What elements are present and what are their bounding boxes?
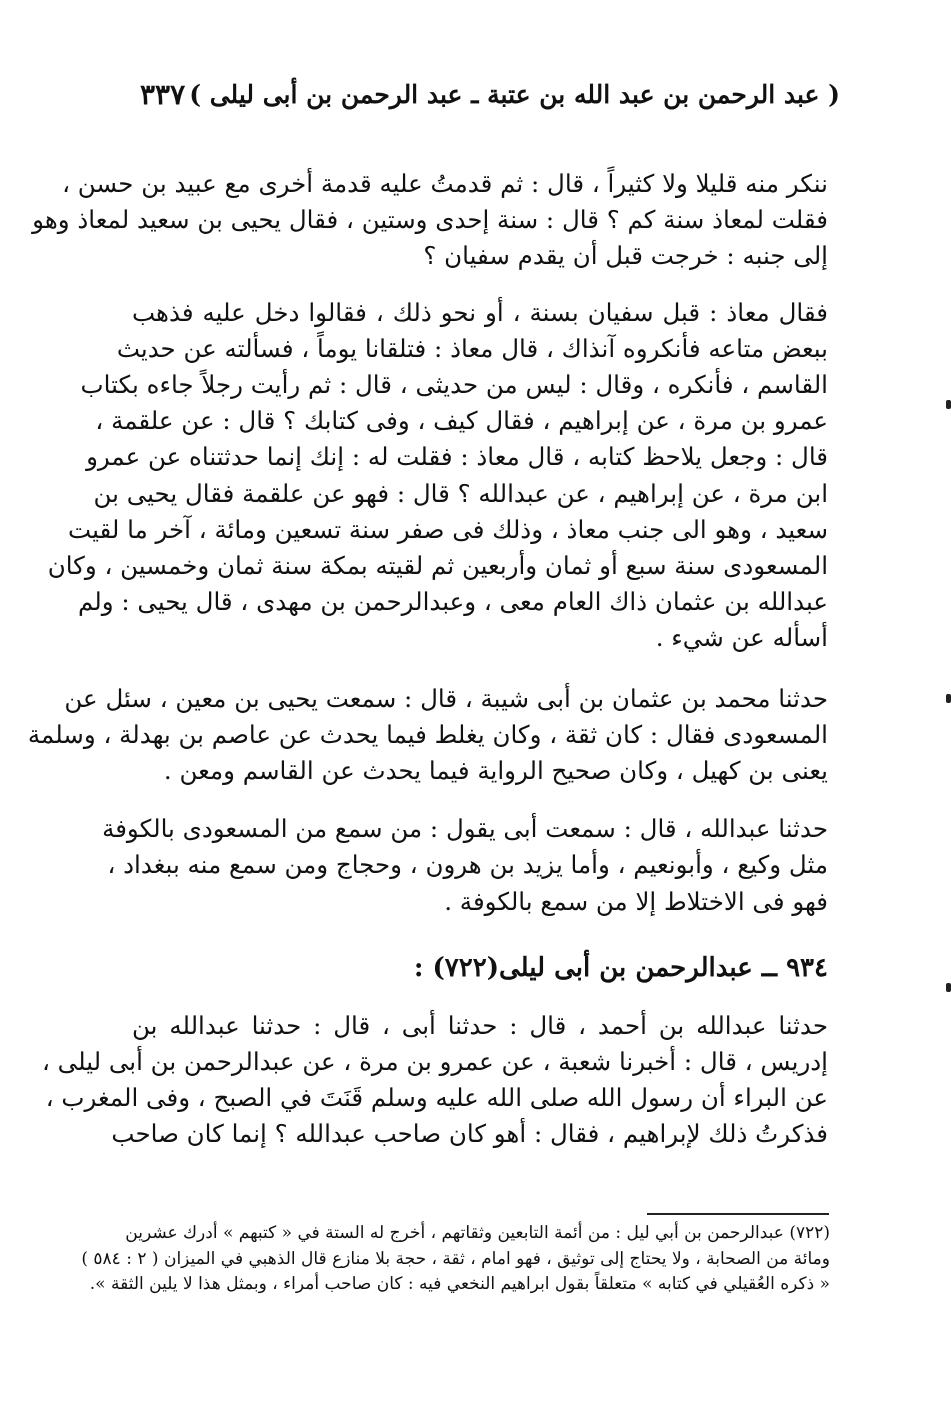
text-line: قال : وجعل يلاحظ كتابه ، قال معاذ : فقلت له : إنك إنما حدثتناه عن عمرو — [86, 442, 828, 472]
paragraph-1 — [32, 166, 828, 275]
page-number: ٣٣٧ — [140, 78, 186, 111]
footnote-line: « ذكره العُقيلي في كتابه » متعلقاً بقول ابراهيم النخعي فيه : كان صاحب أمراء ، وبمثل هذا لا يلين الثقة ». — [89, 1274, 830, 1294]
text-line: فقلت لمعاذ سنة كم ؟ قال : سنة إحدى وستين ، فقال يحيى بن سعيد لمعاذ وهو — [32, 205, 828, 235]
text-line: فقال معاذ : قبل سفيان بسنة ، أو نحو ذلك ، فقالوا دخل عليه فذهب — [132, 297, 828, 327]
main-text — [27, 166, 828, 1171]
text-line: عمرو بن مرة ، عن إبراهيم ، فقال كيف ، وفى كتابك ؟ قال : عن علقمة ، — [95, 406, 828, 436]
section-paragraph — [41, 1008, 828, 1153]
text-line: سعيد ، وهو الى جنب معاذ ، وذلك فى صفر سنة تسعين ومائة ، آخر ما لقيت — [68, 514, 828, 544]
text-line: حدثنا عبدالله بن أحمد ، قال : حدثنا أبى ، قال : حدثنا عبدالله بن — [132, 1010, 828, 1040]
text-line: فهو فى الاختلاط إلا من سمع بالكوفة . — [444, 886, 828, 916]
text-line: ببعض متاعه فأنكروه آنذاك ، قال معاذ : فتلقانا يوماً ، فسألته عن حديث — [116, 333, 828, 363]
paragraph-3 — [27, 681, 828, 790]
text-line: ابن مرة ، عن إبراهيم ، عن عبدالله ؟ قال : فهو عن علقمة فقال يحيى بن — [93, 478, 828, 508]
text-line: حدثنا عبدالله ، قال : سمعت أبى يقول : من سمع من المسعودى بالكوفة — [102, 814, 828, 844]
footnote-line: (٧٢٢) عبدالرحمن بن أبي ليل : من أئمة التابعين وثقاتهم ، أخرج له الستة في « كتبهم » أدرك عشرين — [125, 1223, 830, 1243]
text-line: فذكرتُ ذلك لإبراهيم ، فقال : أهو كان صاحب عبدالله ؟ إنما كان صاحب — [111, 1119, 828, 1149]
text-line: مثل وكيع ، وأبونعيم ، وأما يزيد بن هرون ، وحجاج ومن سمع منه ببغداد ، — [107, 850, 828, 880]
margin-mark — [946, 400, 951, 409]
paragraph-4 — [102, 811, 828, 920]
footnote — [81, 1221, 830, 1298]
text-line: عبدالله بن عثمان ذاك العام معى ، وعبدالرحمن بن مهدى ، قال يحيى : ولم — [78, 587, 828, 617]
paragraph-2 — [47, 295, 828, 657]
footnote-divider — [647, 1213, 829, 1215]
text-line: ننكر منه قليلا ولا كثيراً ، قال : ثم قدمتُ عليه قدمة أخرى مع عبيد بن حسن ، — [62, 169, 828, 198]
text-line: أسأله عن شيء . — [655, 623, 828, 653]
text-line: المسعودى فقال : كان ثقة ، وكان يغلط فيما يحدث عن عاصم بن بهدلة ، وسلمة — [27, 719, 828, 749]
text-line: يعنى بن كهيل ، وكان صحيح الرواية فيما يحدث عن القاسم ومعن . — [163, 756, 828, 786]
text-line: المسعودى سنة سبع أو ثمان وأربعين ثم لقيته بمكة سنة ثمان وخمسين ، وكان — [47, 551, 828, 581]
margin-mark — [946, 694, 951, 703]
text-line: إلى جنبه : خرجت قبل أن يقدم سفيان ؟ — [423, 241, 828, 271]
running-title: ( عبد الرحمن بن عبد الله بن عتبة ـ عبد الرحمن بن أبى ليلى ) — [189, 80, 840, 109]
footnote-line: ومائة من الصحابة ، ولا يحتاج إلى توثيق ، فهو امام ، ثقة ، حجة بلا منازع قال الذهبي في الميزان ( ٢ : ٥٨٤ ) — [81, 1248, 830, 1269]
text-line: إدريس ، قال : أخبرنا شعبة ، عن عمرو بن مرة ، عن عبدالرحمن بن أبى ليلى ، — [41, 1047, 828, 1077]
page-header — [140, 78, 840, 122]
text-line: حدثنا محمد بن عثمان بن أبى شيبة ، قال : سمعت يحيى بن معين ، سئل عن — [64, 683, 828, 713]
section-heading: ٩٣٤ ــ عبدالرحمن بن أبى ليلى(٧٢٢) : — [413, 952, 828, 983]
text-line: عن البراء أن رسول الله صلى الله عليه وسلم قَنَتَ في الصبح ، وفى المغرب ، — [45, 1083, 828, 1113]
text-line: القاسم ، فأنكره ، وقال : ليس من حديثى ، قال : ثم رأيت رجلاً جاءه بكتاب — [80, 370, 828, 400]
margin-mark — [946, 983, 951, 992]
